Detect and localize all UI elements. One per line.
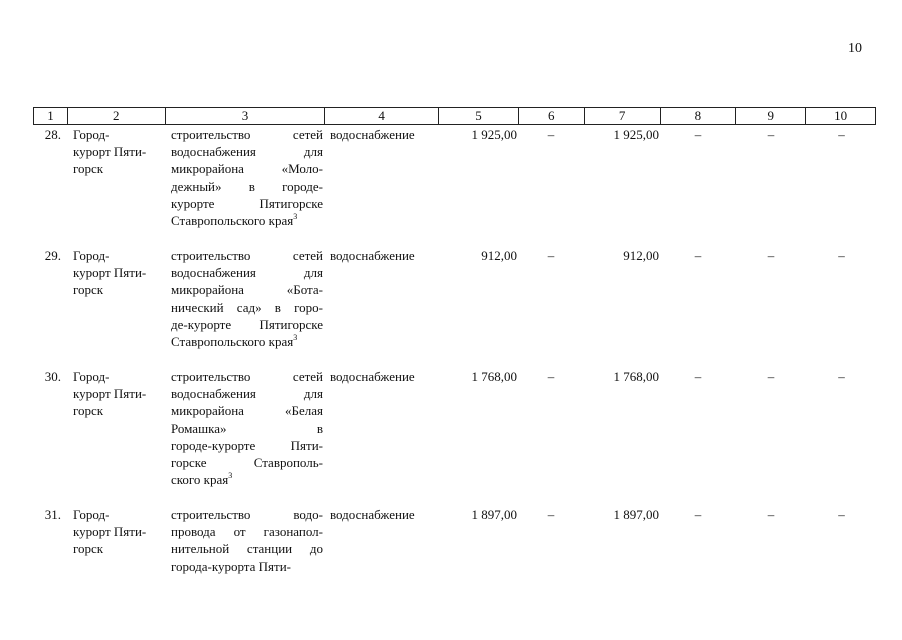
description-line: нический сад» в горо- [171, 299, 323, 315]
value-col-7: 1 897,00 [613, 507, 659, 522]
municipality-cell [73, 247, 167, 299]
header-col-2: 2 [68, 108, 166, 124]
description-line: Ставропольского края$^3$ [171, 332, 298, 350]
row-number: 30. [44, 369, 61, 384]
value-col-8: – [694, 369, 702, 384]
description-line: нительной станции до [171, 541, 323, 557]
value-col-9: – [767, 248, 775, 263]
value-col-5: 912,00 [481, 248, 517, 263]
value-col-5: 1 897,00 [471, 507, 517, 522]
value-col-9: – [767, 127, 775, 142]
value-col-8: – [694, 248, 702, 263]
description-line: микрорайона «Белая [171, 403, 323, 419]
description-cell [171, 126, 323, 229]
municipality-line: горск [73, 403, 104, 419]
footnote-marker: 3 [293, 211, 298, 221]
description-line: строительство сетей [171, 369, 323, 384]
header-col-7: 7 [585, 108, 661, 124]
value-col-6: – [547, 369, 555, 384]
value-col-10: – [838, 507, 845, 522]
header-col-10: 10 [834, 108, 848, 123]
municipality-line: курорт Пяти- [73, 524, 147, 540]
value-col-5: 1 925,00 [471, 127, 517, 142]
row-number: 29. [44, 248, 61, 263]
value-col-9: – [767, 507, 775, 522]
description-line: строительство сетей [171, 127, 323, 142]
municipality-line: курорт Пяти- [73, 386, 147, 402]
municipality-line: курорт Пяти- [73, 144, 147, 160]
municipality-line: Город- [73, 127, 110, 142]
description-line: ского края$^3$ [171, 470, 233, 488]
header-col-1: 1 [34, 108, 68, 124]
municipality-line: Город- [73, 248, 110, 263]
municipality-line: горск [73, 161, 104, 177]
value-col-6: – [547, 507, 555, 522]
header-col-6: 6 [519, 108, 585, 124]
description-line: горске Ставрополь- [171, 455, 323, 471]
value-col-6: – [547, 248, 555, 263]
value-col-7: 1 768,00 [613, 369, 659, 384]
description-line: водоснабжения для [171, 144, 323, 160]
description-line: водоснабжения для [171, 265, 323, 281]
description-line: водоснабжения для [171, 386, 323, 402]
value-col-7: 1 925,00 [613, 127, 659, 142]
type-cell: водоснабжение [330, 127, 415, 142]
description-line: провода от газонапол- [171, 524, 323, 540]
description-line: де-курорте Пятигорске [171, 316, 323, 332]
municipality-cell [73, 506, 167, 558]
value-col-10: – [838, 248, 845, 263]
description-line: дежный» в городе- [171, 178, 323, 194]
value-col-8: – [694, 507, 702, 522]
header-col-4: 4 [325, 108, 439, 124]
description-line: курорте Пятигорске [171, 195, 323, 211]
description-line: микрорайона «Моло- [171, 161, 323, 177]
value-col-10: – [838, 369, 845, 384]
municipality-line: Город- [73, 507, 110, 522]
value-col-6: – [547, 127, 555, 142]
description-line: городе-курорте Пяти- [171, 437, 323, 453]
description-line: строительство водо- [171, 507, 323, 522]
value-col-10: – [838, 127, 845, 142]
header-col-9: 9 [736, 108, 806, 124]
footnote-marker: 3 [228, 470, 233, 480]
description-cell [171, 506, 323, 575]
header-col-8: 8 [661, 108, 737, 124]
municipality-line: Город- [73, 369, 110, 384]
municipality-cell [73, 126, 167, 178]
header-col-5: 5 [439, 108, 519, 124]
municipality-line: курорт Пяти- [73, 265, 147, 281]
description-line: Ставропольского края$^3$ [171, 211, 298, 229]
municipality-line: горск [73, 541, 104, 557]
value-col-8: – [694, 127, 702, 142]
value-col-9: – [767, 369, 775, 384]
page-number: 10 [848, 41, 862, 56]
type-cell: водоснабжение [330, 248, 415, 263]
value-col-5: 1 768,00 [471, 369, 517, 384]
header-col-3: 3 [166, 108, 326, 124]
type-cell: водоснабжение [330, 507, 415, 522]
description-line: Ромашка» в [171, 420, 323, 436]
description-line: строительство сетей [171, 248, 323, 263]
description-cell [171, 368, 323, 488]
row-number: 31. [44, 507, 61, 522]
municipality-line: горск [73, 282, 104, 298]
value-col-7: 912,00 [623, 248, 659, 263]
type-cell: водоснабжение [330, 369, 415, 384]
description-cell [171, 247, 323, 350]
row-number: 28. [44, 127, 61, 142]
description-line: микрорайона «Бота- [171, 282, 323, 298]
footnote-marker: 3 [293, 332, 298, 342]
description-line: города-курорта Пяти- [171, 558, 292, 574]
municipality-cell [73, 368, 167, 420]
table-header [33, 107, 876, 125]
